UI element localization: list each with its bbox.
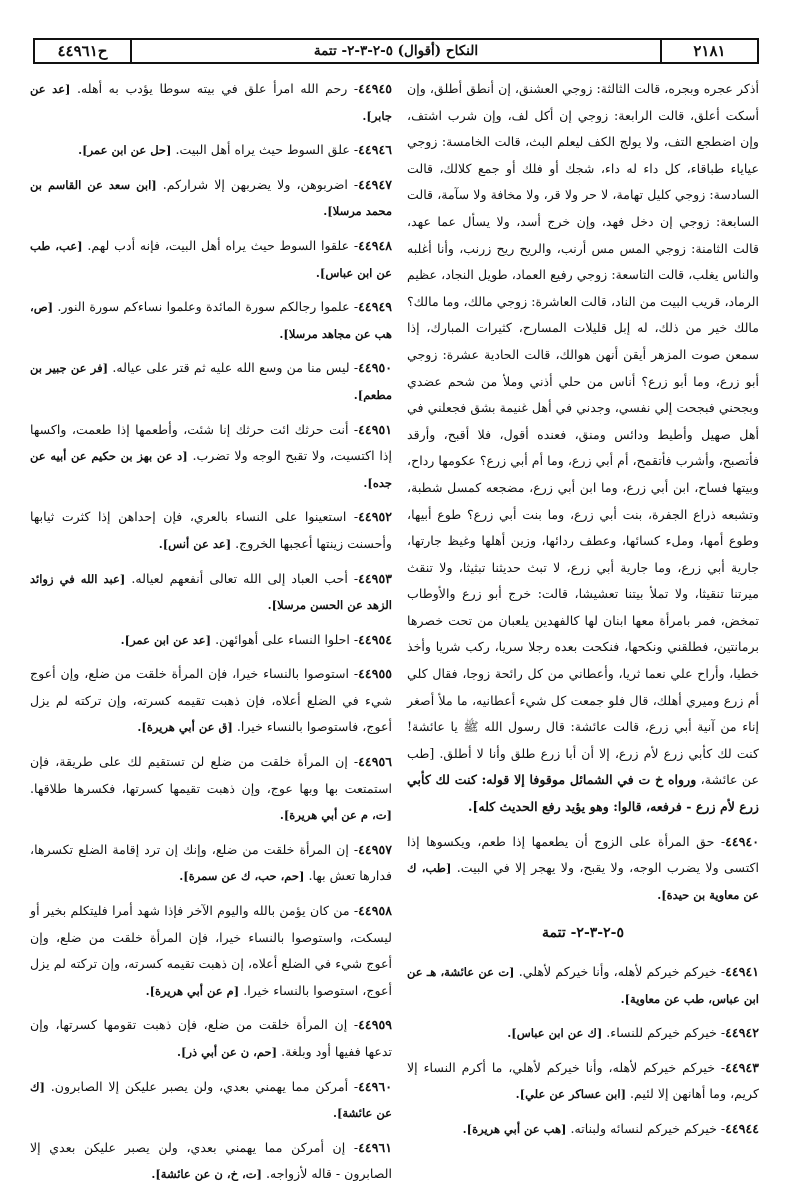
hadith-source: [حم، حب، ك عن سمرة]. [179, 869, 305, 884]
hadith-number: ٤٤٩٤٧ [358, 176, 392, 192]
hadith-source: [ت، خ، ن عن عائشة]. [151, 1167, 262, 1182]
hadith-text: - علموا رجالكم سورة المائدة وعلموا نساءكم سورة النور. [57, 299, 359, 315]
hadith-entry [30, 837, 392, 890]
continued-hadith-text [407, 76, 759, 821]
hadith-number: ٤٤٩٤٨ [358, 237, 392, 253]
hadith-number: ٤٤٩٥٠ [358, 360, 392, 376]
hadith-entry [30, 1135, 392, 1188]
hadith-number: ٤٤٩٤٢ [725, 1025, 759, 1041]
hadith-entry [30, 898, 392, 1004]
column-gutter [399, 76, 400, 1076]
hadith-text: - خيركم خيركم لنسائه ولبناته. [570, 1120, 726, 1136]
hadith-number: ٤٤٩٦١ [358, 1139, 392, 1155]
hadith-number: ٤٤٩٤٤ [725, 1120, 759, 1136]
hadith-entry [30, 1012, 392, 1065]
hadith-entry [407, 1020, 759, 1047]
hadith-text: - من كان يؤمن بالله واليوم الآخر فإذا شهد أمرا فليتكلم بخير أو ليسكت، واستوصوا بالنساء خيرا، فإن المرأة خلقت من ضلع، وإن أعوج شيء في الضلع أعلاه، إن ذهبت تقيمه كسرته، وإن تركته لم يزل أعوج، استوصوا بالنساء خيرا. [30, 903, 392, 998]
hadith-source: [فر عن جبير بن مطعم]. [30, 361, 392, 402]
hadith-text: - أنت حرثك ائت حرثك إنا شئت، وأطعمها إذا طعمت، واكسها إذا اكتسيت، ولا تقبح الوجه ولا تضرب. [30, 421, 392, 464]
left-column [30, 76, 392, 1182]
hadith-number: ٤٤٩٥٢ [358, 509, 392, 525]
hadith-source: [ت عن عائشة، هـ عن ابن عباس، طب عن معاوية]. [407, 965, 759, 1006]
hadith-source: [حل عن ابن عمر]. [78, 143, 172, 158]
hadith-text: - إن المرأة خلقت من ضلع لن تستقيم لك على طريقة، فإن استمتعت بها وبها عوج، وإن ذهبت تقيمها كسرتها، فكسرها طلاقها. [30, 754, 392, 796]
hadith-text: - أحب العباد إلى الله تعالى أنفعهم لعياله. [131, 570, 359, 586]
hadith-entry [30, 355, 392, 408]
hadith-number: ٤٤٩٤٩ [358, 299, 392, 315]
page-header [33, 38, 759, 64]
hadith-text: - رحم الله امرأ علق في بيته سوطا يؤدب به أهله. [77, 81, 359, 96]
section-heading: ٥-٢-٣-٢- تتمة [542, 925, 624, 942]
hadith-entry [30, 76, 392, 129]
hadith-source: [م عن أبي هريرة]. [145, 983, 240, 998]
hadith-number: ٤٤٩٥٥ [358, 666, 392, 682]
hadith-entry [407, 829, 759, 909]
hadith-source: [عد عن جابر]. [30, 82, 392, 123]
hadith-source: [د عن بهز بن حكيم عن أبيه عن جده]. [30, 449, 392, 490]
hadith-entry [30, 504, 392, 557]
hadith-number: ٤٤٩٥١ [358, 421, 392, 437]
hadith-entry [30, 566, 392, 619]
hadith-entry [30, 749, 392, 829]
hadith-text: - إن أمركن مما يهمني بعدي، ولن يصبر عليكن بعدي إلا الصابرون - قاله لأزواجه. [30, 1139, 392, 1182]
chapter-title: النكاح (أقوال) ٥-٢-٣-٢- تتمة [313, 43, 479, 59]
hadith-text: - علق السوط حيث يراه أهل البيت. [175, 142, 359, 158]
hadith-text: - أمركن مما يهمني بعدي، ولن يصبر عليكن إلا الصابرون. [50, 1078, 359, 1094]
hadith-number: ٤٤٩٥٧ [358, 841, 392, 857]
hadith-source: [عد عن ابن عمر]. [120, 632, 212, 647]
continued-hadith-note: ورواه خ ت في الشمائل موقوفا إلا قوله: كنت لك كأبي زرع لأم زرع - فرفعه، قالوا: وهو يؤيد رفع الحديث كله]. [407, 772, 759, 815]
hadith-entry [30, 417, 392, 497]
hadith-entry [30, 233, 392, 286]
hadith-text: - خيركم خيركم لأهله، وأنا خيركم لأهلي. [518, 964, 726, 979]
hadith-number: ٤٤٩٥٣ [358, 570, 392, 586]
hadith-source: [طب، ك عن معاوية بن حيدة]. [407, 861, 759, 902]
hadith-text: - خيركم خيركم للنساء. [606, 1025, 726, 1041]
hadith-entry [30, 294, 392, 347]
hadith-source: [عب، طب عن ابن عباس]. [30, 238, 392, 280]
hadith-text: - ليس منا من وسع الله عليه ثم قتر على عياله. [112, 360, 359, 376]
hadith-text: - استوصوا بالنساء خيرا، فإن المرأة خلقت من ضلع، وإن أعوج شيء في الضلع أعلاه، فإن ذهبت تقيمه كسرته، وإن تركته لم يزل أعوج، فاستوصوا بالنساء خيرا. [30, 666, 392, 735]
hadith-source: [ق عن أبي هريرة]. [137, 720, 233, 735]
hadith-text: - استعينوا على النساء بالعري، فإن إحداهن إذا كثرت ثيابها وأحسنت زينتها أعجبها الخروج. [30, 509, 392, 551]
hadith-entry [407, 1055, 759, 1108]
hadith-text: - اضربوهن، ولا يضربهن إلا شراركم. [162, 176, 359, 192]
hadith-text: - إن المرأة خلقت من ضلع، وإنك إن ترد إقامة الضلع تكسرها، فدارها تعش بها. [30, 841, 392, 884]
hadith-source: [ك عن عائشة]. [30, 1079, 392, 1121]
hadith-source: [عبد الله في زوائد الزهد عن الحسن مرسلا]. [30, 571, 392, 613]
hadith-number: ٤٤٩٥٩ [358, 1017, 392, 1033]
page-number: ٢١٨١ [660, 40, 757, 62]
hadith-text: - إن المرأة خلقت من ضلع، فإن ذهبت تقومها كسرتها، وإن تدعها ففيها أود وبلغة. [30, 1017, 392, 1059]
hadith-text: - علقوا السوط حيث يراه أهل البيت، فإنه أدب لهم. [87, 237, 359, 253]
continued-hadith-body: أذكر عجره وبجره، قالت الثالثة: زوجي العشنق، إن أنطق أطلق، وإن أسكت أعلق، قالت الرابعة: زوجي إن أكل لف، وإن شرب اشتف، وإن اضطجع التف، ولا يولج الكف ليعلم البث، قالت الخامسة: زوجي عياياء طباقاء، كل داء له داء، شجك أو فلك أو جمع كلالك، قالت السادسة: زوجي كليل تهامة، لا حر ولا قر، ولا مخافة ولا سآمة، قالت السابعة: زوجي إن دخل فهد، وإن خرج أسد، ولا يسأل عما عهد، قالت الثامنة: زوجي المس مس أرنب، والريح ريح زرنب، وأنا أغلبه والناس يغلب، قالت التاسعة: زوجي رفيع العماد، طويل النجاد، عظيم الرماد، قريب البيت من الناد، قالت العاشرة: زوجي مالك، وما مالك؟ مالك خير من ذلك، له إبل قليلات المسارح، كثيرات المبارك، إذا سمعن صوت المزهر أيقن أنهن هوالك، قالت الحادية عشرة: زوجي أبو زرع، وما أبو زرع؟ أناس من حلي أذني وملأ من شحم عضدي وبجحني فبجحت إلي نفسي، وجدني في أهل غنيمة بشق فجعلني في أهل صهيل وأطيط ودائس ومنق، فعنده أقول، فلا أقبح، وأرقد فأتصبح، وأشرب فأتقمح، أم أبي زرع، وما أم أبي زرع؟ عكومها رداح، وبيتها فساح، ابن أبي زرع، وما ابن أبي زرع، مضجعه كمسل شطبة، وتشبعه ذراع الجفرة، بنت أبي زرع، وما بنت أبي زرع؟ طوع أبيها، وطوع أمها، وملء كسائها، وعطف ردائها، وزين أهلها وغيظ جارتها، جارية أبي زرع، وما جارية أبي زرع، لا تبث حديثنا تبثيثا، ولا تنقث ميرتنا تنقيثا، ولا تملأ بيتنا تعشيشا، قالت: خرج أبو زرع والأوطاب تمخض، فمر بامرأة معها ابنان لها كالفهدين يلعبان من تحت خصرها برمانتين، فطلقني ونكحها، فنكحت بعده رجلا سريا، ركب شريا وأخذ خطيا، وأراح علي نعما ثريا، وأعطاني من كل رائحة زوجا، فقال كلي أم زرع وميري أهلك، قال فلو جمعت كل شيء أعطانيه، ما ملأ أصغر إناء من آنية أبي زرع، قالت عائشة: قال رسول الله ﷺ يا عائشة! كنت لك كأبي زرع لأم زرع، إلا أن أبا زرع طلق وأنا لا أطلق. [407, 81, 759, 761]
hadith-number: ٤٤٩٤٦ [358, 142, 392, 158]
hadith-number: ٤٤٩٥٦ [358, 754, 392, 770]
hadith-source: [ص، هب عن مجاهد مرسلا]. [30, 300, 392, 341]
hadith-number: ٤٤٩٤١ [725, 964, 759, 979]
hadith-entry [30, 661, 392, 741]
hadith-source: [ابن سعد عن القاسم بن محمد مرسلا]. [30, 177, 392, 219]
hadith-number: ٤٤٩٤٠ [725, 833, 759, 849]
hadith-number: ٤٤٩٥٤ [358, 631, 392, 647]
hadith-number: ٤٤٩٥٨ [358, 903, 392, 919]
continued-hadith-source: [طب عن عائشة، [407, 745, 759, 788]
hadith-entry [30, 627, 392, 654]
hadith-source: [هب عن أبي هريرة]. [462, 1121, 567, 1136]
hadith-text: - احلوا النساء على أهوائهن. [215, 631, 359, 647]
hadith-number: ٤٤٩٤٥ [358, 81, 392, 96]
hadith-number: ٤٤٩٦٠ [358, 1078, 392, 1094]
hadith-entry [30, 172, 392, 225]
hadith-source: [عد عن أنس]. [158, 536, 232, 551]
hadith-text: - حق المرأة على الزوج أن يطعمها إذا طعم، ويكسوها إذا اكتسى ولا يضرب الوجه، ولا يقبح، ولا يهجر إلا في البيت. [407, 833, 759, 876]
hadith-source: [ت، م عن أبي هريرة]. [279, 808, 392, 823]
hadith-source: [ابن عساكر عن علي]. [515, 1087, 627, 1102]
hadith-source: [حم، ن عن أبي ذر]. [177, 1045, 278, 1059]
hadith-number: ٤٤٩٤٣ [725, 1059, 759, 1075]
hadith-source: [ك عن ابن عباس]. [507, 1026, 603, 1041]
hadith-entry [30, 137, 392, 164]
hadith-entry [407, 959, 759, 1012]
hadith-range: ح٤٤٩٦١ [35, 40, 132, 62]
hadith-entry [407, 1116, 759, 1143]
right-column [407, 76, 759, 1136]
hadith-entry [30, 1074, 392, 1127]
hadith-text: - خيركم خيركم لأهله، وأنا خيركم لأهلي، ما أكرم النساء إلا كريم، وما أهانهن إلا لئيم. [407, 1059, 759, 1102]
